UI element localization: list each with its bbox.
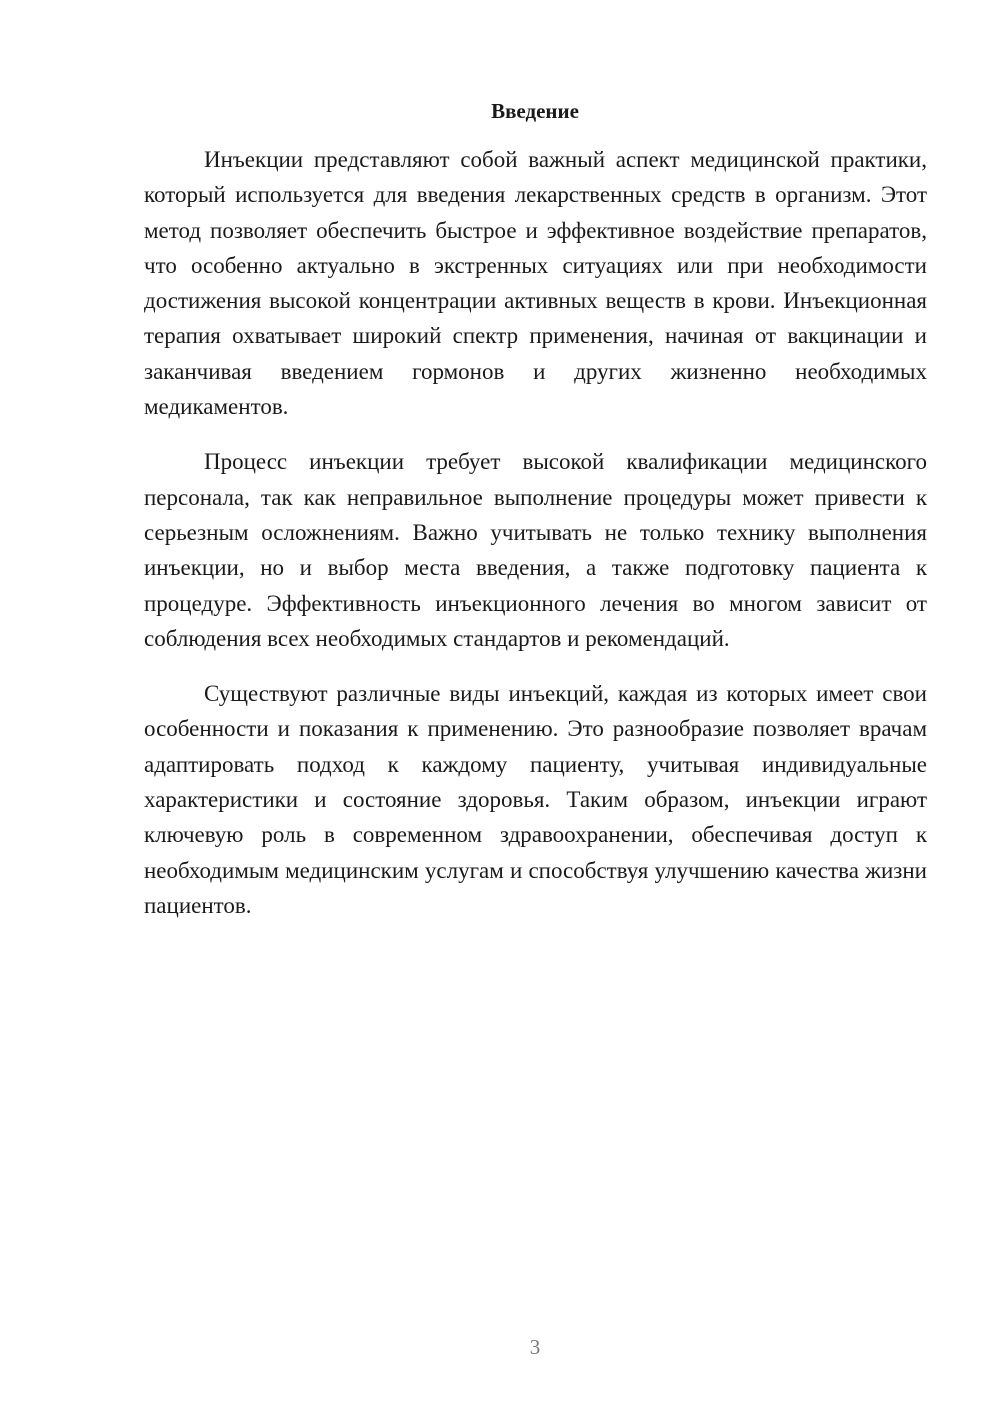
paragraph-1: Инъекции представляют собой важный аспект медицинской практики, который используется для введения лекарственных средств в организм. Этот метод позволяет обеспечить быстрое и эффективное воздействие препаратов, что особенно актуально в экстренных ситуациях или при необходимости достижения высокой концентрации активных веществ в крови. Инъекционная терапия охватывает широкий спектр применения, начиная от вакцинации и заканчивая введением гормонов и других жизненно необходимых медикаментов. xyxy=(144,147,927,420)
body-text xyxy=(144,142,927,943)
paragraph-2: Процесс инъекции требует высокой квалификации медицинского персонала, так как неправильное выполнение процедуры может привести к серьезным осложнениям. Важно учитывать не только технику выполнения инъекции, но и выбор места введения, а также подготовку пациента к процедуре. Эффективность инъекционного лечения во многом зависит от соблюдения всех необходимых стандартов и рекомендаций. xyxy=(144,449,927,651)
section-title: Введение xyxy=(491,99,579,123)
page-number: 3 xyxy=(529,1335,541,1359)
paragraph-3: Существуют различные виды инъекций, каждая из которых имеет свои особенности и показания к применению. Это разнообразие позволяет врачам адаптировать подход к каждому пациенту, учитывая индивидуальные характеристики и состояние здоровья. Таким образом, инъекции играют ключевую роль в современном здравоохранении, обеспечивая доступ к необходимым медицинским услугам и способствуя улучшению качества жизни пациентов. xyxy=(144,681,927,918)
